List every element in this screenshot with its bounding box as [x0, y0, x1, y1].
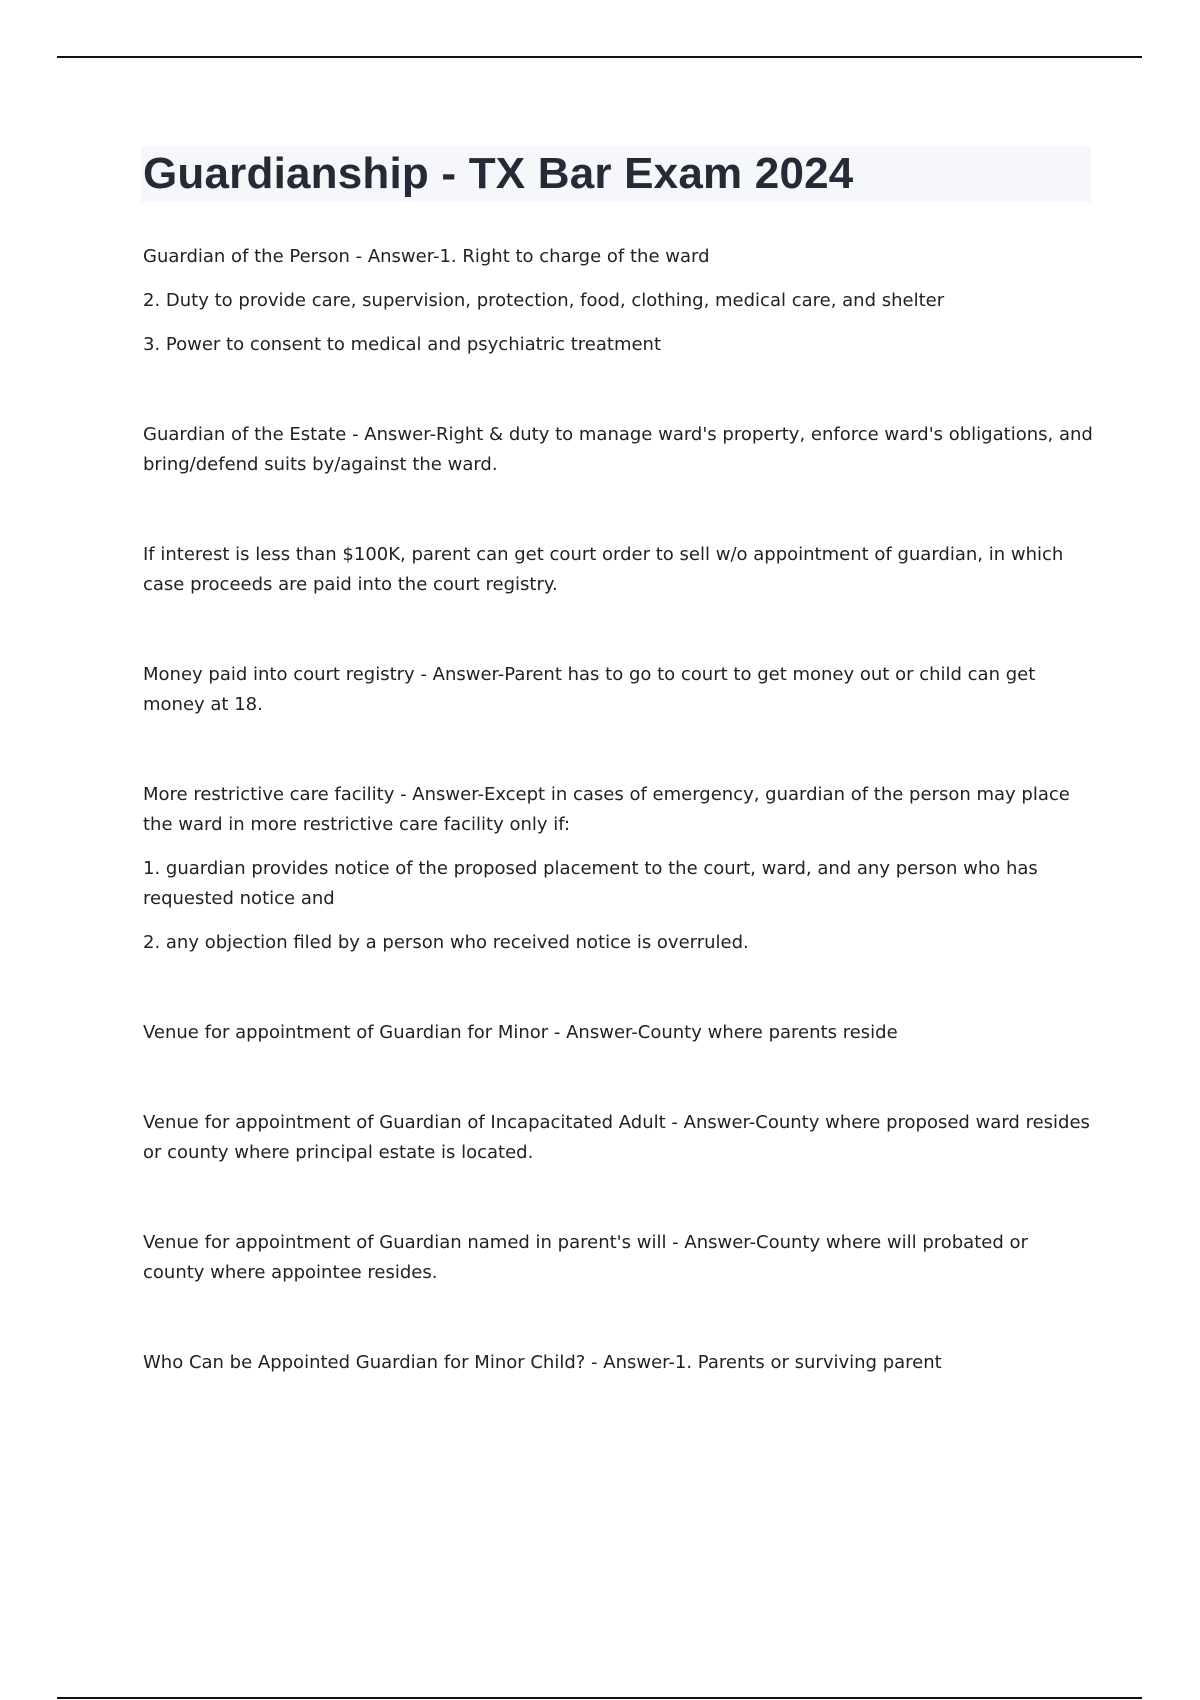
qa-line: If interest is less than $100K, parent can get court order to sell w/o appointment of guardian, in which case proceeds are paid into the court registry. [143, 544, 1064, 595]
qa-entry-venue-incapacitated-adult [143, 1108, 1093, 1168]
qa-line: Guardian of the Person - Answer-1. Right to charge of the ward [143, 246, 710, 267]
qa-line: Venue for appointment of Guardian of Incapacitated Adult - Answer-County where proposed ward resides or county where principal estate is located. [143, 1112, 1090, 1163]
qa-entry-venue-parents-will [143, 1228, 1093, 1288]
qa-line: More restrictive care facility - Answer-Except in cases of emergency, guardian of the person may place the ward in more restrictive care facility only if: [143, 784, 1070, 835]
qa-entry-guardian-of-estate [143, 420, 1093, 480]
qa-line: Money paid into court registry - Answer-Parent has to go to court to get money out or child can get money at 18. [143, 664, 1036, 715]
qa-entry-who-can-be-appointed [143, 1348, 1093, 1378]
qa-line: 2. Duty to provide care, supervision, protection, food, clothing, medical care, and shelter [143, 290, 945, 311]
qa-line: Venue for appointment of Guardian for Minor - Answer-County where parents reside [143, 1022, 898, 1043]
qa-line: Venue for appointment of Guardian named in parent's will - Answer-County where will probated or county where appointee resides. [143, 1232, 1028, 1283]
top-rule [57, 56, 1142, 58]
qa-line: 3. Power to consent to medical and psychiatric treatment [143, 334, 662, 355]
qa-list [143, 242, 1093, 1378]
qa-line: Who Can be Appointed Guardian for Minor Child? - Answer-1. Parents or surviving parent [143, 1352, 942, 1373]
qa-entry-court-registry [143, 660, 1093, 720]
qa-line: 1. guardian provides notice of the proposed placement to the court, ward, and any person who has requested notice and [143, 858, 1038, 909]
document-body [143, 146, 1093, 1378]
qa-line: 2. any objection filed by a person who received notice is overruled. [143, 932, 749, 953]
page-title: Guardianship - TX Bar Exam 2024 [143, 149, 854, 198]
qa-line: Guardian of the Estate - Answer-Right & duty to manage ward's property, enforce ward's obligations, and bring/defend suits by/against the ward. [143, 424, 1093, 475]
bottom-rule [57, 1697, 1142, 1699]
title-band [141, 146, 1091, 202]
qa-entry-restrictive-care-facility [143, 780, 1093, 958]
qa-entry-venue-minor [143, 1018, 1093, 1048]
qa-entry-guardian-of-person [143, 242, 1093, 360]
qa-entry-interest-less-than-100k [143, 540, 1093, 600]
